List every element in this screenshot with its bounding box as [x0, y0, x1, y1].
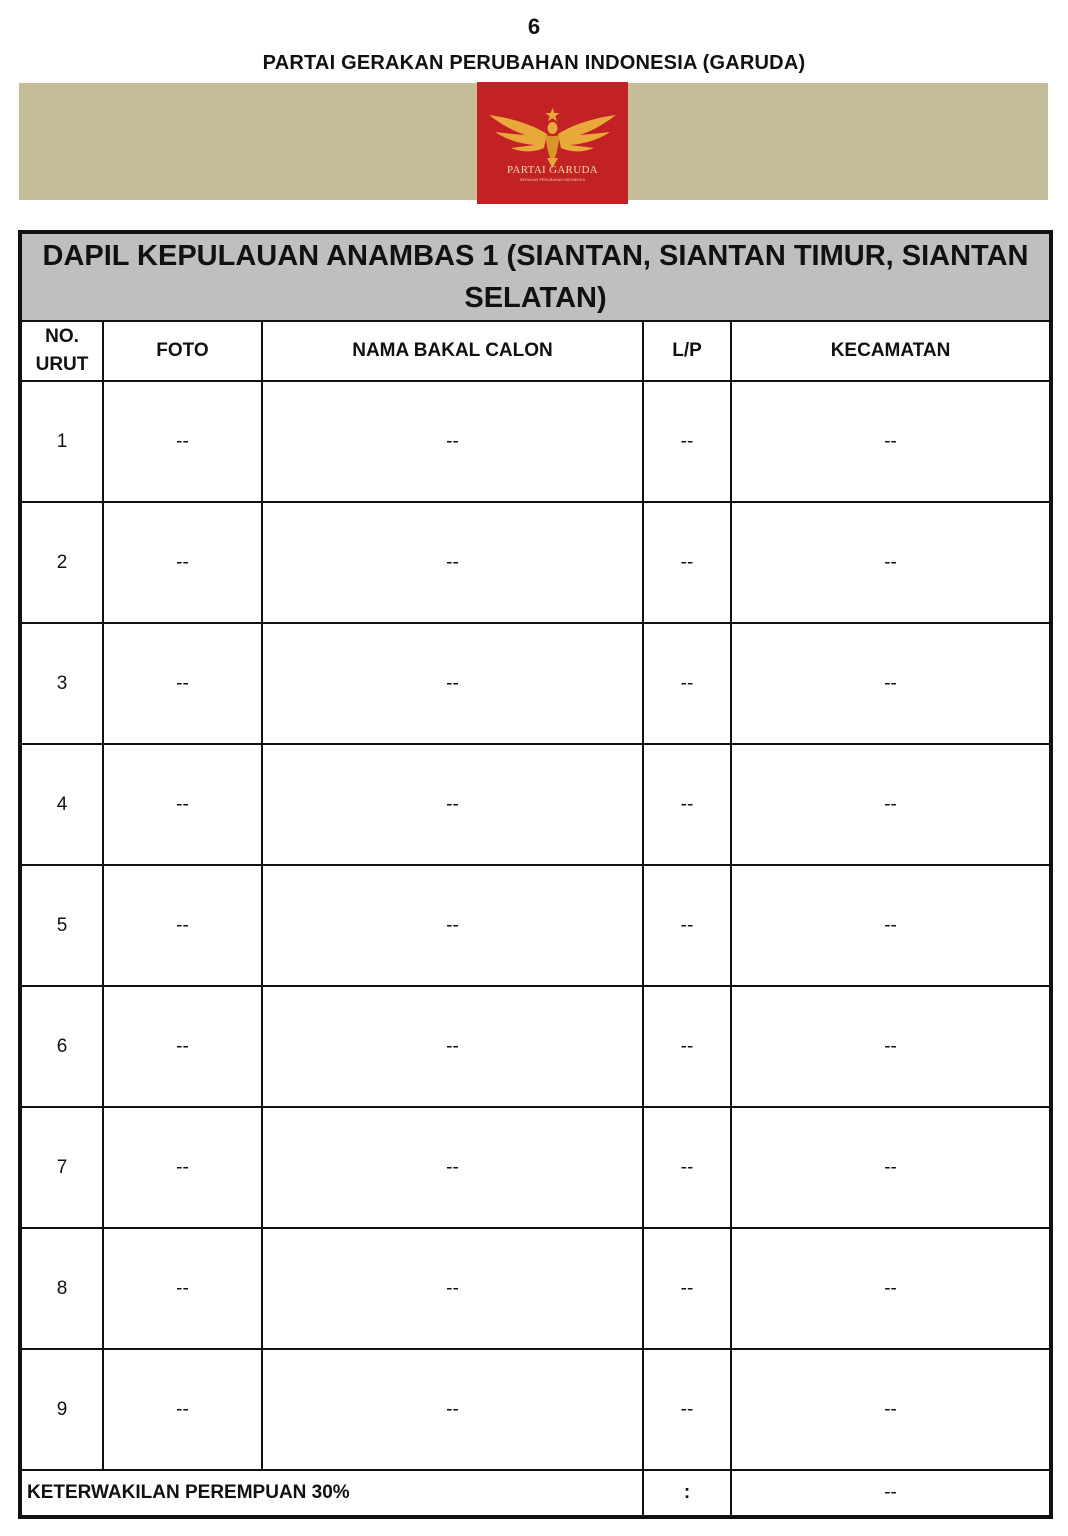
cell-no: 4 [20, 744, 103, 865]
cell-kecamatan: -- [731, 986, 1051, 1107]
cell-lp: -- [643, 744, 731, 865]
cell-foto: -- [103, 865, 262, 986]
table-row [20, 865, 1051, 986]
cell-nama: -- [262, 865, 643, 986]
cell-lp: -- [643, 1228, 731, 1349]
header-nama: NAMA BAKAL CALON [262, 321, 643, 381]
cell-no: 8 [20, 1228, 103, 1349]
cell-lp: -- [643, 623, 731, 744]
cell-kecamatan: -- [731, 744, 1051, 865]
cell-nama: -- [262, 744, 643, 865]
table-row [20, 1228, 1051, 1349]
cell-kecamatan: -- [731, 1228, 1051, 1349]
cell-kecamatan: -- [731, 865, 1051, 986]
cell-no: 5 [20, 865, 103, 986]
cell-foto: -- [103, 1349, 262, 1470]
cell-nama: -- [262, 986, 643, 1107]
cell-nama: -- [262, 502, 643, 623]
cell-lp: -- [643, 381, 731, 502]
party-name: PARTAI GERAKAN PERUBAHAN INDONESIA (GARUDA) [262, 52, 806, 74]
cell-no: 2 [20, 502, 103, 623]
cell-foto: -- [103, 502, 262, 623]
cell-foto: -- [103, 1107, 262, 1228]
cell-foto: -- [103, 623, 262, 744]
cell-kecamatan: -- [731, 1107, 1051, 1228]
footer-row [20, 1470, 1051, 1517]
cell-foto: -- [103, 381, 262, 502]
cell-lp: -- [643, 502, 731, 623]
cell-foto: -- [103, 986, 262, 1107]
header-foto: FOTO [103, 321, 262, 381]
cell-kecamatan: -- [731, 381, 1051, 502]
page-number: 6 [527, 14, 541, 39]
cell-kecamatan: -- [731, 502, 1051, 623]
cell-nama: -- [262, 381, 643, 502]
table-row [20, 986, 1051, 1107]
dapil-title: DAPIL KEPULAUAN ANAMBAS 1 (SIANTAN, SIANTAN TIMUR, SIANTAN SELATAN) [20, 232, 1051, 321]
cell-nama: -- [262, 623, 643, 744]
logo-subtext: GERAKAN PERUBAHAN INDONESIA [519, 178, 586, 182]
cell-lp: -- [643, 1107, 731, 1228]
footer-colon: : [643, 1470, 731, 1517]
cell-foto: -- [103, 744, 262, 865]
cell-foto: -- [103, 1228, 262, 1349]
party-logo [477, 82, 628, 204]
table-row [20, 502, 1051, 623]
cell-nama: -- [262, 1349, 643, 1470]
cell-lp: -- [643, 986, 731, 1107]
header-kecamatan: KECAMATAN [731, 321, 1051, 381]
cell-lp: -- [643, 1349, 731, 1470]
table-row [20, 744, 1051, 865]
cell-no: 7 [20, 1107, 103, 1228]
cell-kecamatan: -- [731, 623, 1051, 744]
cell-nama: -- [262, 1107, 643, 1228]
logo-text: PARTAI GARUDA [507, 164, 598, 176]
table-row [20, 623, 1051, 744]
cell-no: 1 [20, 381, 103, 502]
footer-label: KETERWAKILAN PEREMPUAN 30% [20, 1470, 643, 1517]
cell-lp: -- [643, 865, 731, 986]
footer-value: -- [731, 1470, 1051, 1517]
header-no-urut: NO. URUT [20, 321, 103, 381]
header-lp: L/P [643, 321, 731, 381]
table-row [20, 381, 1051, 502]
cell-no: 3 [20, 623, 103, 744]
cell-nama: -- [262, 1228, 643, 1349]
table-row [20, 1349, 1051, 1470]
cell-no: 6 [20, 986, 103, 1107]
table-row [20, 1107, 1051, 1228]
cell-no: 9 [20, 1349, 103, 1470]
cell-kecamatan: -- [731, 1349, 1051, 1470]
candidate-table [18, 230, 1053, 1519]
garuda-eagle-icon [477, 82, 628, 204]
